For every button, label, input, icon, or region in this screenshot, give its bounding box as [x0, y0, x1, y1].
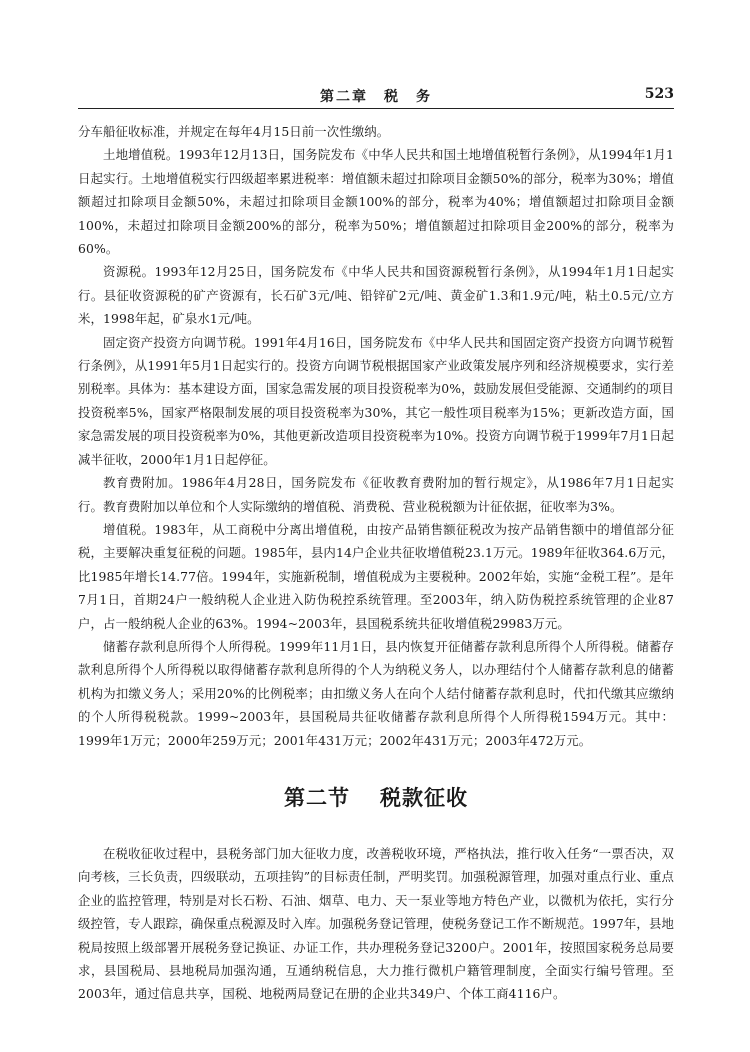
body-text — [78, 120, 674, 1006]
paragraph: 土地增值税。1993年12月13日，国务院发布《中华人民共和国土地增值税暂行条例》，从1994年1月1日起实行。土地增值税实行四级超率累进税率：增值额未超过扣除项目金额50%的部分，税率为30%；增值额超过扣除项目金额50%，未超过扣除项目金额100%的部分，税率为40%；增值额超过扣除项目金额100%，未超过扣除项目金额200%的部分，税率为50%；增值额超过扣除项目金200%的部分，税率为60%。 — [78, 147, 674, 257]
paragraph: 增值税。1983年，从工商税中分离出增值税，由按产品销售额征税改为按产品销售额中的增值部分征税，主要解决重复征税的问题。1985年，县内14户企业共征收增值税23.1万元。1989年征收364.6万元，比1985年增长14.77倍。1994年，实施新税制，增值税成为主要税种。2002年始，实施“金税工程”。是年7月1日，首期24户一般纳税人企业进入防伪税控系统管理。至2003年，纳入防伪税控系统管理的企业87户，占一般纳税人企业的63%。1994~2003年，县国税系统共征收增值税29983万元。 — [78, 521, 674, 631]
section-title: 税款征收 — [380, 785, 468, 810]
paragraph: 在税收征收过程中，县税务部门加大征收力度，改善税收环境，严格执法，推行收入任务“一票否决，双向考核，三长负责，四级联动，五项挂钩”的目标责任制，严明奖罚。加强税源管理，加强对重点行业、重点企业的监控管理，特别是对长石粉、石油、烟草、电力、天一泵业等地方特色产业，以微机为依托，实行分级控管，专人跟踪，确保重点税源及时入库。加强税务登记管理，使税务登记工作不断规范。1997年，县地税局按照上级部署开展税务登记换证、办证工作，共办理税务登记3200户。2001年，按照国家税务总局要求，县国税局、县地税局加强沟通，互通纳税信息，大力推行微机户籍管理制度，全面实行编号管理。至2003年，通过信息共享，国税、地税两局登记在册的企业共349户、个体工商4116户。 — [78, 845, 674, 1002]
paragraph: 固定资产投资方向调节税。1991年4月16日，国务院发布《中华人民共和国固定资产投资方向调节税暂行条例》，从1991年5月1日起实行的。投资方向调节税根据国家产业政策发展序列和经济规模要求，实行差别税率。具体为：基本建设方面，国家急需发展的项目投资税率为0%，鼓励发展但受能源、交通制约的项目投资税率5%，国家严格限制发展的项目投资税率为30%，其它一般性项目税率为15%；更新改造方面，国家急需发展的项目投资税率为0%，其他更新改造项目投资税率为10%。投资方向调节税于1999年7月1日起减半征收，2000年1月1日起停征。 — [78, 334, 674, 467]
paragraph: 储蓄存款利息所得个人所得税。1999年11月1日，县内恢复开征储蓄存款利息所得个人所得税。储蓄存款利息所得个人所得税以取得储蓄存款利息所得的个人为纳税义务人，以办理结付个人储蓄存款利息的储蓄机构为扣缴义务人；采用20%的比例税率；由扣缴义务人在向个人结付储蓄存款利息时，代扣代缴其应缴纳的个人所得税税款。1999~2003年，县国税局共征收储蓄存款利息所得个人所得税1594万元。其中：1999年1万元；2000年259万元；2001年431万元；2002年431万元；2003年472万元。 — [78, 638, 674, 748]
page-number: 523 — [644, 86, 674, 102]
section-number: 第二节 — [284, 785, 350, 810]
chapter-title: 第二章 税 务 — [320, 89, 432, 105]
paragraph: 资源税。1993年12月25日，国务院发布《中华人民共和国资源税暂行条例》，从1994年1月1日起实行。县征收资源税的矿产资源有，长石矿3元/吨、铅锌矿2元/吨、黄金矿1.3和1.9元/吨，粘土0.5元/立方米，1998年起，矿泉水1元/吨。 — [78, 264, 674, 327]
section-heading — [78, 782, 674, 812]
header-rule — [78, 108, 674, 109]
running-header — [78, 82, 674, 108]
paragraph: 分车船征收标准，并规定在每年4月15日前一次性缴纳。 — [78, 124, 390, 139]
paragraph: 教育费附加。1986年4月28日，国务院发布《征收教育费附加的暂行规定》，从1986年7月1日起实行。教育费附加以单位和个人实际缴纳的增值税、消费税、营业税税额为计征依据，征收率为3%。 — [78, 475, 674, 514]
